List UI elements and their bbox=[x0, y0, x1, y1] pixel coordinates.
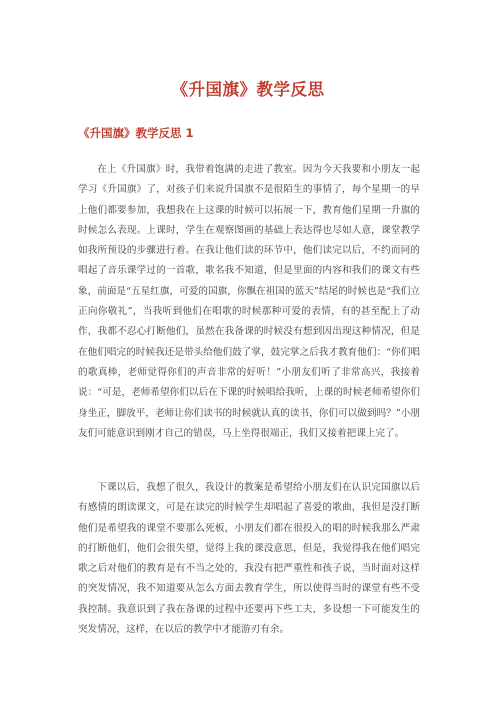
paragraph-1: 在上《升国旗》时，我带着饱满的走进了教室。因为今天我要和小朋友一起学习《升国旗》了，对孩子们来说升国旗不是很陌生的事情了，每个星期一的早上他们都要参加，我想我在上这课的时候可以拓展一下，教育他们星期一升旗的时候怎么表现。上课时，学生在观察图画的基础上表达得也尽如人意，课堂教学如我所预设的步骤进行着。在我让他们读的环节中，他们读完以后，不约而同的唱起了音乐课学过的一首歌，歌名我不知道，但是里面的内容和我们的课文有些象，前面是“五星红旗，可爱的国旗，你飘在祖国的蓝天”结尾的时候也是“我们立正向你敬礼”，当我听到他们在唱歌的时候那种可爱的表情，有的甚至配上了动作，我都不忍心打断他们，虽然在我备课的时候没有想到因出现这种情况，但是在他们唱完的时候我还是带头给他们鼓了掌，鼓完掌之后我才教育他们：“你们唱的歌真棒，老师觉得你们的声音非常的好听！”小朋友们听了非常高兴，我接着说：“可是，老师希望你们以后在下课的时候唱给我听，上课的时候老师希望你们身坐正，脚放平，老师让你们读书的时候就认真的读书，你们可以做到吗？”小朋友们可能意识到刚才自己的错误，马上坐得很端正，我们又接着把课上完了。 bbox=[78, 164, 420, 439]
document-title: 《升国旗》教学反思 bbox=[171, 80, 325, 99]
section-heading: 《升国旗》教学反思 1 bbox=[78, 126, 194, 140]
paragraph-2: 下课以后，我想了很久，我设计的教案是希望给小朋友们在认识完国旗以后有感情的朗读课文，可是在读完的时候学生却唱起了喜爱的歌曲，我但是没打断他们是希望我的课堂不要那么死板，小朋友们都在很投入的唱的时候我那么严肃的打断他们，他们会很失望，觉得上我的课没意思，但是，我觉得我在他们唱完歌之后对他们的教育是有不当之处的，我没有把严重性和孩子说，当时面对这样的突发情况，我不知道要从怎么方面去教育学生，所以使得当时的课堂有些不受我控制。我意识到了我在备课的过程中还要再下些工夫，多设想一下可能发生的突发情况，这样，在以后的教学中才能游刃有余。 bbox=[78, 482, 420, 636]
